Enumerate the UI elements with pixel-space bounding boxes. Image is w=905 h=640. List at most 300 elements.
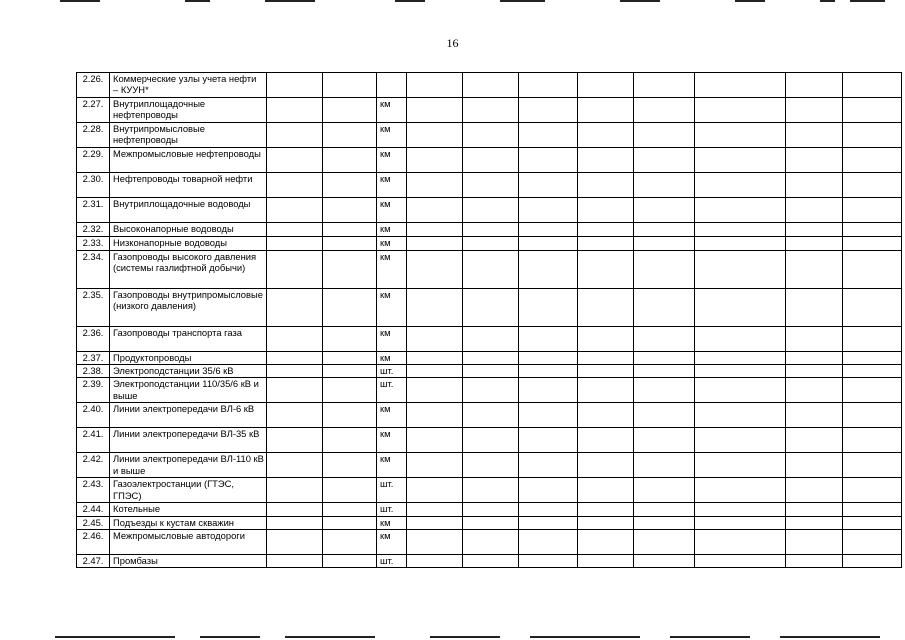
row-number: 2.36. xyxy=(77,327,110,352)
row-number: 2.31. xyxy=(77,198,110,223)
scan-edge-top xyxy=(0,0,905,4)
value-cell xyxy=(578,148,634,173)
value-cell xyxy=(407,516,463,529)
row-unit: км xyxy=(377,428,407,453)
value-cell xyxy=(634,173,695,198)
value-cell xyxy=(843,173,902,198)
value-cell xyxy=(323,365,377,378)
value-cell xyxy=(634,378,695,403)
value-cell xyxy=(578,403,634,428)
value-cell xyxy=(407,478,463,503)
value-cell xyxy=(519,516,578,529)
value-cell xyxy=(463,223,519,237)
row-unit: км xyxy=(377,327,407,352)
value-cell xyxy=(519,428,578,453)
value-cell xyxy=(267,198,323,223)
row-number: 2.30. xyxy=(77,173,110,198)
table-row xyxy=(77,98,902,123)
row-name: Линии электропередачи ВЛ-6 кВ xyxy=(110,403,267,428)
value-cell xyxy=(519,223,578,237)
value-cell xyxy=(519,453,578,478)
row-number: 2.33. xyxy=(77,237,110,251)
row-number: 2.34. xyxy=(77,251,110,289)
row-name: Промбазы xyxy=(110,554,267,567)
table-row xyxy=(77,503,902,516)
row-name: Внутриплощадочные водоводы xyxy=(110,198,267,223)
value-cell xyxy=(786,98,843,123)
table-row xyxy=(77,173,902,198)
row-unit: км xyxy=(377,223,407,237)
value-cell xyxy=(786,428,843,453)
value-cell xyxy=(267,516,323,529)
value-cell xyxy=(519,251,578,289)
value-cell xyxy=(695,554,786,567)
value-cell xyxy=(519,403,578,428)
value-cell xyxy=(463,516,519,529)
row-unit: км xyxy=(377,289,407,327)
value-cell xyxy=(407,198,463,223)
row-number: 2.40. xyxy=(77,403,110,428)
value-cell xyxy=(463,403,519,428)
value-cell xyxy=(843,148,902,173)
row-number: 2.43. xyxy=(77,478,110,503)
value-cell xyxy=(634,223,695,237)
table-row xyxy=(77,428,902,453)
value-cell xyxy=(407,365,463,378)
value-cell xyxy=(519,478,578,503)
row-name: Подъезды к кустам скважин xyxy=(110,516,267,529)
value-cell xyxy=(407,554,463,567)
table-row xyxy=(77,529,902,554)
value-cell xyxy=(634,148,695,173)
row-unit: км xyxy=(377,148,407,173)
value-cell xyxy=(519,148,578,173)
value-cell xyxy=(634,327,695,352)
value-cell xyxy=(695,73,786,98)
value-cell xyxy=(634,554,695,567)
value-cell xyxy=(519,503,578,516)
value-cell xyxy=(578,327,634,352)
value-cell xyxy=(463,173,519,198)
value-cell xyxy=(786,453,843,478)
value-cell xyxy=(463,98,519,123)
row-unit: шт. xyxy=(377,378,407,403)
value-cell xyxy=(843,478,902,503)
value-cell xyxy=(267,289,323,327)
value-cell xyxy=(519,365,578,378)
value-cell xyxy=(267,403,323,428)
value-cell xyxy=(323,198,377,223)
row-number: 2.26. xyxy=(77,73,110,98)
value-cell xyxy=(843,503,902,516)
value-cell xyxy=(786,365,843,378)
value-cell xyxy=(463,453,519,478)
value-cell xyxy=(519,554,578,567)
value-cell xyxy=(634,289,695,327)
row-name: Газопроводы транспорта газа xyxy=(110,327,267,352)
value-cell xyxy=(267,173,323,198)
value-cell xyxy=(407,289,463,327)
value-cell xyxy=(786,223,843,237)
value-cell xyxy=(323,73,377,98)
value-cell xyxy=(519,237,578,251)
value-cell xyxy=(786,554,843,567)
value-cell xyxy=(267,453,323,478)
row-unit: км xyxy=(377,516,407,529)
row-unit xyxy=(377,73,407,98)
row-name: Газопроводы высокого давления (системы газлифтной добычи) xyxy=(110,251,267,289)
row-number: 2.42. xyxy=(77,453,110,478)
value-cell xyxy=(407,453,463,478)
value-cell xyxy=(463,327,519,352)
value-cell xyxy=(578,516,634,529)
value-cell xyxy=(519,529,578,554)
value-cell xyxy=(323,554,377,567)
row-unit: км xyxy=(377,237,407,251)
value-cell xyxy=(634,403,695,428)
row-number: 2.38. xyxy=(77,365,110,378)
table-row xyxy=(77,478,902,503)
value-cell xyxy=(407,529,463,554)
value-cell xyxy=(695,251,786,289)
value-cell xyxy=(843,198,902,223)
value-cell xyxy=(323,478,377,503)
row-unit: км xyxy=(377,403,407,428)
value-cell xyxy=(407,98,463,123)
value-cell xyxy=(786,251,843,289)
value-cell xyxy=(695,327,786,352)
value-cell xyxy=(695,198,786,223)
value-cell xyxy=(843,237,902,251)
row-name: Газоэлектростанции (ГТЭС, ГПЭС) xyxy=(110,478,267,503)
value-cell xyxy=(634,478,695,503)
value-cell xyxy=(695,529,786,554)
row-name: Внутрипромысловые нефтепроводы xyxy=(110,123,267,148)
value-cell xyxy=(634,352,695,365)
value-cell xyxy=(634,503,695,516)
value-cell xyxy=(578,73,634,98)
value-cell xyxy=(323,123,377,148)
value-cell xyxy=(578,453,634,478)
row-unit: шт. xyxy=(377,478,407,503)
value-cell xyxy=(519,289,578,327)
value-cell xyxy=(578,173,634,198)
row-number: 2.35. xyxy=(77,289,110,327)
value-cell xyxy=(578,554,634,567)
value-cell xyxy=(578,98,634,123)
row-name: Электроподстанции 110/35/6 кВ и выше xyxy=(110,378,267,403)
value-cell xyxy=(463,123,519,148)
table-row xyxy=(77,123,902,148)
value-cell xyxy=(843,327,902,352)
value-cell xyxy=(786,327,843,352)
value-cell xyxy=(695,516,786,529)
value-cell xyxy=(519,73,578,98)
value-cell xyxy=(267,554,323,567)
value-cell xyxy=(695,237,786,251)
value-cell xyxy=(407,237,463,251)
value-cell xyxy=(267,352,323,365)
table-row xyxy=(77,365,902,378)
value-cell xyxy=(407,251,463,289)
row-number: 2.32. xyxy=(77,223,110,237)
value-cell xyxy=(463,352,519,365)
value-cell xyxy=(407,148,463,173)
value-cell xyxy=(323,453,377,478)
value-cell xyxy=(407,223,463,237)
value-cell xyxy=(578,503,634,516)
value-cell xyxy=(634,428,695,453)
value-cell xyxy=(323,516,377,529)
value-cell xyxy=(634,98,695,123)
value-cell xyxy=(407,503,463,516)
row-unit: шт. xyxy=(377,365,407,378)
value-cell xyxy=(267,327,323,352)
table-row xyxy=(77,237,902,251)
value-cell xyxy=(267,503,323,516)
value-cell xyxy=(843,529,902,554)
row-name: Продуктопроводы xyxy=(110,352,267,365)
value-cell xyxy=(634,251,695,289)
value-cell xyxy=(267,251,323,289)
value-cell xyxy=(578,529,634,554)
value-cell xyxy=(578,289,634,327)
row-number: 2.28. xyxy=(77,123,110,148)
value-cell xyxy=(634,73,695,98)
value-cell xyxy=(578,251,634,289)
row-name: Межпромысловые нефтепроводы xyxy=(110,148,267,173)
value-cell xyxy=(634,237,695,251)
value-cell xyxy=(463,378,519,403)
value-cell xyxy=(463,365,519,378)
value-cell xyxy=(267,428,323,453)
value-cell xyxy=(519,378,578,403)
value-cell xyxy=(786,237,843,251)
table-row xyxy=(77,148,902,173)
value-cell xyxy=(463,73,519,98)
value-cell xyxy=(578,428,634,453)
value-cell xyxy=(463,428,519,453)
value-cell xyxy=(407,123,463,148)
value-cell xyxy=(323,403,377,428)
value-cell xyxy=(578,365,634,378)
row-unit: км xyxy=(377,198,407,223)
value-cell xyxy=(786,73,843,98)
value-cell xyxy=(695,503,786,516)
value-cell xyxy=(267,73,323,98)
value-cell xyxy=(407,378,463,403)
table-row xyxy=(77,223,902,237)
value-cell xyxy=(786,378,843,403)
row-number: 2.45. xyxy=(77,516,110,529)
table-row xyxy=(77,327,902,352)
value-cell xyxy=(463,198,519,223)
value-cell xyxy=(843,403,902,428)
value-cell xyxy=(578,352,634,365)
row-name: Межпромысловые автодороги xyxy=(110,529,267,554)
value-cell xyxy=(695,378,786,403)
value-cell xyxy=(407,352,463,365)
value-cell xyxy=(463,251,519,289)
value-cell xyxy=(267,98,323,123)
value-cell xyxy=(786,352,843,365)
value-cell xyxy=(786,529,843,554)
value-cell xyxy=(267,529,323,554)
value-cell xyxy=(843,378,902,403)
value-cell xyxy=(634,365,695,378)
row-number: 2.44. xyxy=(77,503,110,516)
row-name: Коммерческие узлы учета нефти – КУУН* xyxy=(110,73,267,98)
value-cell xyxy=(323,223,377,237)
row-name: Электроподстанции 35/6 кВ xyxy=(110,365,267,378)
value-cell xyxy=(407,428,463,453)
row-name: Газопроводы внутрипромысловые (низкого давления) xyxy=(110,289,267,327)
value-cell xyxy=(843,453,902,478)
value-cell xyxy=(463,554,519,567)
row-unit: км xyxy=(377,529,407,554)
table-row xyxy=(77,198,902,223)
table-row xyxy=(77,289,902,327)
value-cell xyxy=(695,365,786,378)
value-cell xyxy=(407,173,463,198)
value-cell xyxy=(267,237,323,251)
value-cell xyxy=(323,378,377,403)
value-cell xyxy=(843,352,902,365)
value-cell xyxy=(843,123,902,148)
row-unit: км xyxy=(377,251,407,289)
value-cell xyxy=(519,98,578,123)
value-cell xyxy=(695,403,786,428)
value-cell xyxy=(578,198,634,223)
value-cell xyxy=(519,123,578,148)
value-cell xyxy=(695,453,786,478)
row-number: 2.27. xyxy=(77,98,110,123)
value-cell xyxy=(267,365,323,378)
row-number: 2.41. xyxy=(77,428,110,453)
row-unit: шт. xyxy=(377,503,407,516)
value-cell xyxy=(519,173,578,198)
value-cell xyxy=(786,503,843,516)
row-name: Высоконапорные водоводы xyxy=(110,223,267,237)
value-cell xyxy=(786,516,843,529)
row-number: 2.47. xyxy=(77,554,110,567)
value-cell xyxy=(323,529,377,554)
value-cell xyxy=(323,251,377,289)
value-cell xyxy=(843,223,902,237)
page-number: 16 xyxy=(446,36,459,50)
value-cell xyxy=(323,237,377,251)
row-number: 2.29. xyxy=(77,148,110,173)
value-cell xyxy=(695,352,786,365)
value-cell xyxy=(634,453,695,478)
value-cell xyxy=(323,352,377,365)
value-cell xyxy=(323,98,377,123)
value-cell xyxy=(786,289,843,327)
value-cell xyxy=(463,289,519,327)
row-unit: км xyxy=(377,453,407,478)
value-cell xyxy=(695,478,786,503)
value-cell xyxy=(843,251,902,289)
value-cell xyxy=(323,173,377,198)
value-cell xyxy=(634,198,695,223)
value-cell xyxy=(843,98,902,123)
value-cell xyxy=(323,289,377,327)
table-row xyxy=(77,403,902,428)
value-cell xyxy=(843,516,902,529)
value-cell xyxy=(786,478,843,503)
table-row xyxy=(77,378,902,403)
row-unit: км xyxy=(377,98,407,123)
value-cell xyxy=(786,198,843,223)
row-unit: км xyxy=(377,123,407,148)
value-cell xyxy=(267,223,323,237)
value-cell xyxy=(578,223,634,237)
row-unit: км xyxy=(377,173,407,198)
row-name: Нефтепроводы товарной нефти xyxy=(110,173,267,198)
table-row xyxy=(77,73,902,98)
infrastructure-table xyxy=(76,72,902,568)
value-cell xyxy=(267,123,323,148)
value-cell xyxy=(843,289,902,327)
row-name: Низконапорные водоводы xyxy=(110,237,267,251)
value-cell xyxy=(786,148,843,173)
value-cell xyxy=(463,237,519,251)
value-cell xyxy=(786,173,843,198)
value-cell xyxy=(843,554,902,567)
value-cell xyxy=(519,327,578,352)
row-unit: шт. xyxy=(377,554,407,567)
table-row xyxy=(77,251,902,289)
value-cell xyxy=(519,198,578,223)
value-cell xyxy=(786,403,843,428)
value-cell xyxy=(578,378,634,403)
value-cell xyxy=(267,148,323,173)
value-cell xyxy=(634,516,695,529)
value-cell xyxy=(407,73,463,98)
value-cell xyxy=(786,123,843,148)
value-cell xyxy=(695,428,786,453)
value-cell xyxy=(407,327,463,352)
row-name: Котельные xyxy=(110,503,267,516)
value-cell xyxy=(695,173,786,198)
value-cell xyxy=(695,123,786,148)
value-cell xyxy=(323,148,377,173)
value-cell xyxy=(323,428,377,453)
value-cell xyxy=(843,428,902,453)
value-cell xyxy=(843,365,902,378)
value-cell xyxy=(578,478,634,503)
value-cell xyxy=(463,529,519,554)
row-name: Линии электропередачи ВЛ-35 кВ xyxy=(110,428,267,453)
value-cell xyxy=(267,378,323,403)
value-cell xyxy=(267,478,323,503)
value-cell xyxy=(695,289,786,327)
value-cell xyxy=(634,123,695,148)
value-cell xyxy=(695,148,786,173)
value-cell xyxy=(407,403,463,428)
row-name: Внутриплощадочные нефтепроводы xyxy=(110,98,267,123)
row-unit: км xyxy=(377,352,407,365)
table-row xyxy=(77,352,902,365)
value-cell xyxy=(634,529,695,554)
table-row xyxy=(77,516,902,529)
row-number: 2.37. xyxy=(77,352,110,365)
value-cell xyxy=(519,352,578,365)
table-row xyxy=(77,554,902,567)
table-row xyxy=(77,453,902,478)
value-cell xyxy=(463,148,519,173)
value-cell xyxy=(578,123,634,148)
